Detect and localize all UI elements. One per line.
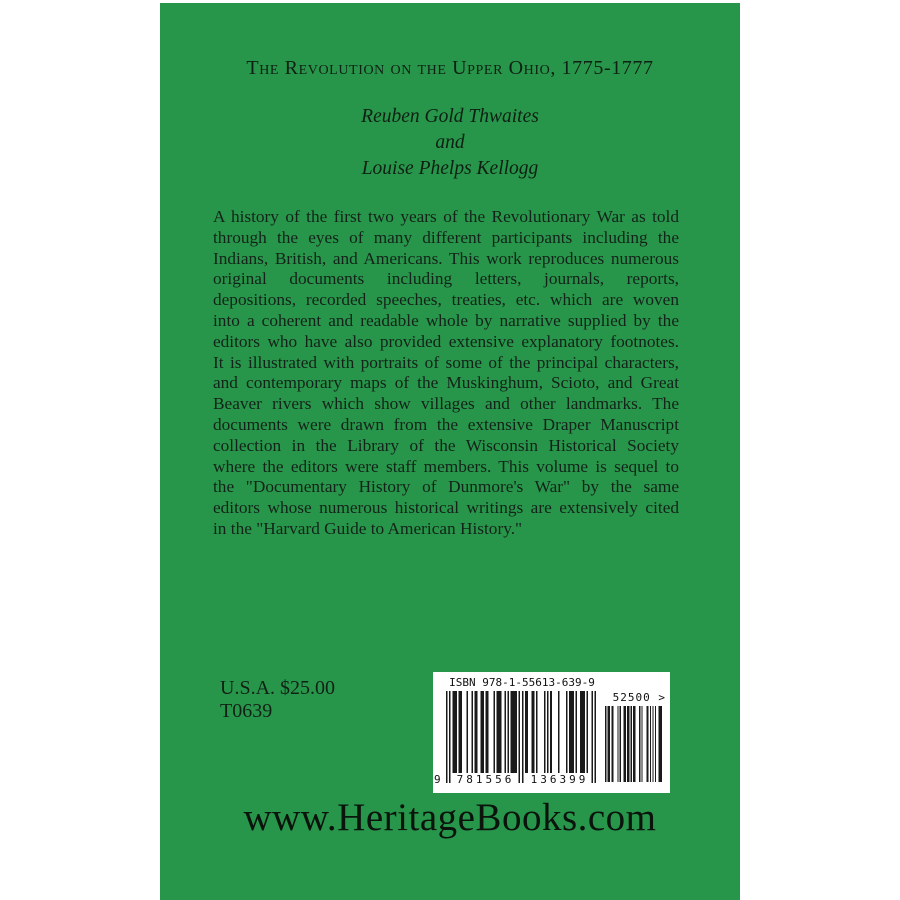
barcode-digits-right: 136399	[526, 773, 590, 786]
addon-barcode	[604, 691, 666, 787]
description-line: the "Documentary History of Dunmore's War" by the same	[213, 477, 679, 497]
description-line: Indians, British, and Americans. This work reproduces numerous	[213, 248, 679, 268]
authors-block	[160, 104, 740, 182]
website-url: www.HeritageBooks.com	[243, 796, 657, 839]
book-title: The Revolution on the Upper Ohio, 1775-1777	[246, 57, 654, 79]
description-line: and contemporary maps of the Muskinghum, Scioto, and Great	[213, 373, 679, 393]
barcode-digits-left: 781556	[452, 773, 516, 786]
description-line: editors who have also provided extensive explanatory footnotes.	[213, 331, 679, 351]
price-label: U.S.A. $25.00	[220, 677, 336, 699]
description-line: collection in the Library of the Wisconsin Historical Society	[213, 435, 679, 455]
catalog-number: T0639	[220, 700, 273, 722]
author-conjunction: and	[435, 132, 465, 153]
description-line: where the editors were staff members. This volume is sequel to	[213, 456, 679, 476]
author-name-secondary: Louise Phelps Kellogg	[361, 158, 539, 179]
barcode-digit-first: 9	[434, 773, 441, 786]
description-line: Beaver rivers which show villages and other landmarks. The	[213, 394, 679, 414]
description-line: depositions, recorded speeches, treaties, etc. which are woven	[213, 290, 679, 310]
isbn-label: ISBN 978-1-55613-639-9	[449, 676, 595, 689]
description-line: in the "Harvard Guide to American History."	[213, 518, 523, 538]
book-back-cover	[160, 3, 740, 900]
description-line: original documents including letters, journals, reports,	[213, 269, 679, 289]
description-line: documents were drawn from the extensive Draper Manuscript	[213, 414, 679, 434]
addon-price-label: 52500 >	[612, 691, 666, 704]
description-line: editors whose numerous historical writings are extensively cited	[213, 498, 679, 518]
author-name-primary: Reuben Gold Thwaites	[361, 106, 539, 127]
barcode-panel	[433, 672, 670, 793]
book-description	[213, 207, 679, 540]
description-line: A history of the first two years of the Revolutionary War as told	[213, 207, 679, 226]
price-block	[220, 677, 335, 723]
ean13-barcode	[434, 691, 596, 786]
description-line: through the eyes of many different participants including the	[213, 227, 679, 247]
addon-bars	[604, 706, 666, 787]
description-line: into a coherent and readable whole by narrative supplied by the	[213, 310, 679, 330]
description-line: It is illustrated with portraits of some of the principal characters,	[213, 352, 679, 372]
